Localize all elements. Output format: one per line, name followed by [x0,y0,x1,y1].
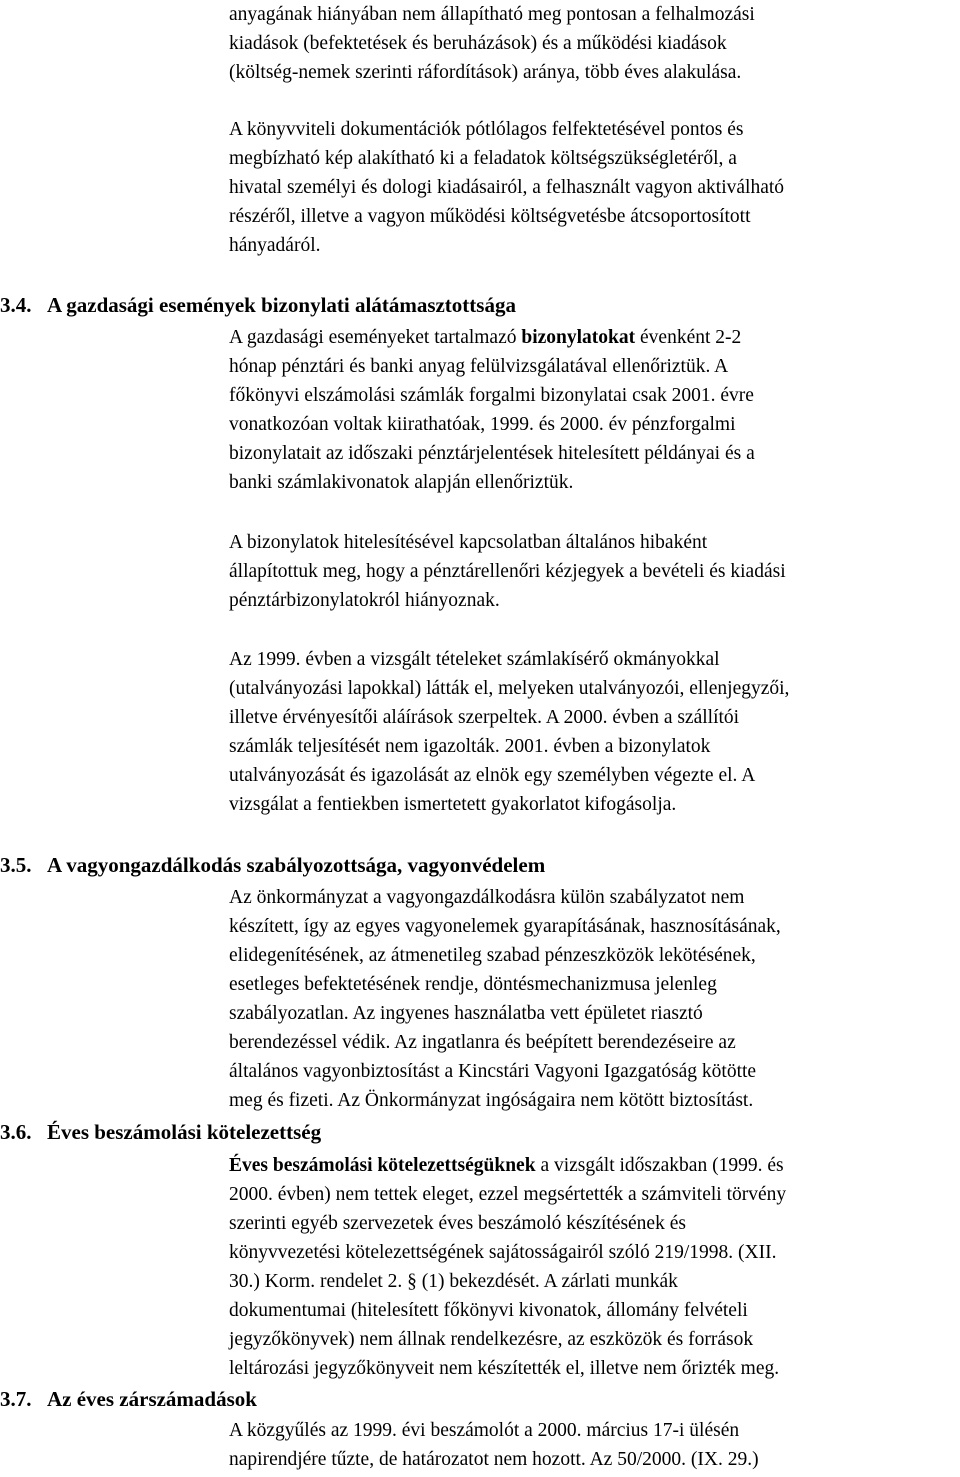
paragraph-intro [229,0,960,87]
section-title: Éves beszámolási kötelezettség [47,1120,322,1144]
section-number: 3.6. [0,1120,32,1144]
text-run: a vizsgált időszakban (1999. és [535,1155,784,1176]
text-line: vizsgálat a fentiekben ismertetett gyakorlatot kifogásolja. [229,794,677,815]
text-line: esetleges befektetésének rendje, döntésmechanizmusa jelenleg [229,974,717,995]
section-heading-3-4 [0,293,516,318]
text-line: (költség-nemek szerinti ráfordítások) aránya, több éves alakulása. [229,62,742,83]
section-number: 3.4. [0,293,32,317]
text-line: (utalványozási lapokkal) látták el, melyeken utalványozói, ellenjegyzői, [229,678,790,699]
section-heading-3-6 [0,1120,321,1145]
text-line [229,1151,960,1180]
text-line [229,323,960,352]
text-line: számlák teljesítését nem igazolták. 2001. évben a bizonylatok [229,736,711,757]
text-line: meg és fizeti. Az Önkormányzat ingóságaira nem kötött biztosítást. [229,1090,754,1111]
bold-text: bizonylatokat [521,327,636,348]
paragraph-3-6 [229,1151,960,1383]
text-line: hivatal személyi és dologi kiadásairól, a felhasznált vagyon aktiválható [229,177,785,198]
text-line: A közgyűlés az 1999. évi beszámolót a 2000. március 17-i ülésén [229,1420,740,1441]
text-line: banki számlakivonatok alapján ellenőriztük. [229,472,574,493]
text-line: részéről, illetve a vagyon működési költségvetésbe átcsoportosított [229,206,751,227]
text-line: főkönyvi elszámolási számlák forgalmi bizonylatai csak 2001. évre [229,385,754,406]
text-line: utalványozását és igazolását az elnök egy személyben végezte el. A [229,765,756,786]
text-line: Az önkormányzat a vagyongazdálkodásra külön szabályzatot nem [229,887,745,908]
text-line: Az 1999. évben a vizsgált tételeket számlakísérő okmányokkal [229,649,720,670]
text-line: jegyzőkönyvek) nem állnak rendelkezésre, az eszközök és források [229,1329,754,1350]
text-line: megbízható kép alakítható ki a feladatok költségszükségletéről, a [229,148,737,169]
paragraph-3-4-utalvanyozas [229,645,960,819]
text-line: állapítottuk meg, hogy a pénztárellenőri kézjegyek a bevételi és kiadási [229,561,786,582]
text-run: A gazdasági eseményeket tartalmazó [229,327,522,348]
section-number: 3.7. [0,1387,32,1411]
text-line: napirendjére tűzte, de határozatot nem hozott. Az 50/2000. (IX. 29.) [229,1449,759,1470]
section-heading-3-7 [0,1387,257,1412]
text-line: vonatkozóan voltak kiirathatóak, 1999. és 2000. év pénzforgalmi [229,414,736,435]
paragraph-3-5 [229,883,960,1115]
text-line: könyvvezetési kötelezettségének sajátosságairól szóló 219/1998. (XII. [229,1242,777,1263]
text-line: berendezéssel védik. Az ingatlanra és beépített berendezéseire az [229,1032,736,1053]
text-line: elidegenítésének, az átmenetileg szabad pénzeszközök lekötésének, [229,945,756,966]
bold-text: Éves beszámolási kötelezettségüknek [229,1155,536,1176]
text-line: általános vagyonbiztosítást a Kincstári Vagyoni Igazgatóság kötötte [229,1061,757,1082]
text-line: kiadások (befektetések és beruházások) és a működési kiadások [229,33,727,54]
section-number: 3.5. [0,853,32,877]
text-line: készített, így az egyes vagyonelemek gyarapításának, hasznosításának, [229,916,781,937]
section-title: Az éves zárszámadások [47,1387,257,1411]
paragraph-3-4-hitelesites [229,528,960,615]
text-line: illetve érvényesítői aláírások szerpeltek. A 2000. évben a szállítói [229,707,740,728]
text-line: hónap pénztári és banki anyag felülvizsgálatával ellenőriztük. A [229,356,729,377]
text-run: évenként 2-2 [635,327,742,348]
text-line: leltározási jegyzőkönyveit nem készítették el, illetve nem őrizték meg. [229,1358,780,1379]
text-line: szerinti egyéb szervezetek éves beszámoló készítésének és [229,1213,686,1234]
text-line: hányadáról. [229,235,321,256]
section-title: A vagyongazdálkodás szabályozottsága, vagyonvédelem [47,853,546,877]
text-line: szabályozatlan. Az ingyenes használatba vett épületet riasztó [229,1003,703,1024]
paragraph-3-4-bizonylatok [229,323,960,497]
text-line: 30.) Korm. rendelet 2. § (1) bekezdését. A zárlati munkák [229,1271,678,1292]
text-line: 2000. évben) nem tettek eleget, ezzel megsértették a számviteli törvény [229,1184,787,1205]
text-line: anyagának hiányában nem állapítható meg pontosan a felhalmozási [229,4,755,25]
section-title: A gazdasági események bizonylati alátámasztottsága [47,293,516,317]
text-line: dokumentumai (hitelesített főkönyvi kivonatok, állomány felvételi [229,1300,748,1321]
text-line: A bizonylatok hitelesítésével kapcsolatban általános hibaként [229,532,708,553]
text-line: bizonylatait az időszaki pénztárjelentések hitelesített példányai és a [229,443,755,464]
text-line: A könyvviteli dokumentációk pótlólagos felfektetésével pontos és [229,119,744,140]
text-line: pénztárbizonylatokról hiányoznak. [229,590,500,611]
paragraph-konyvviteli [229,115,960,260]
section-heading-3-5 [0,853,545,878]
paragraph-3-7 [229,1416,960,1474]
